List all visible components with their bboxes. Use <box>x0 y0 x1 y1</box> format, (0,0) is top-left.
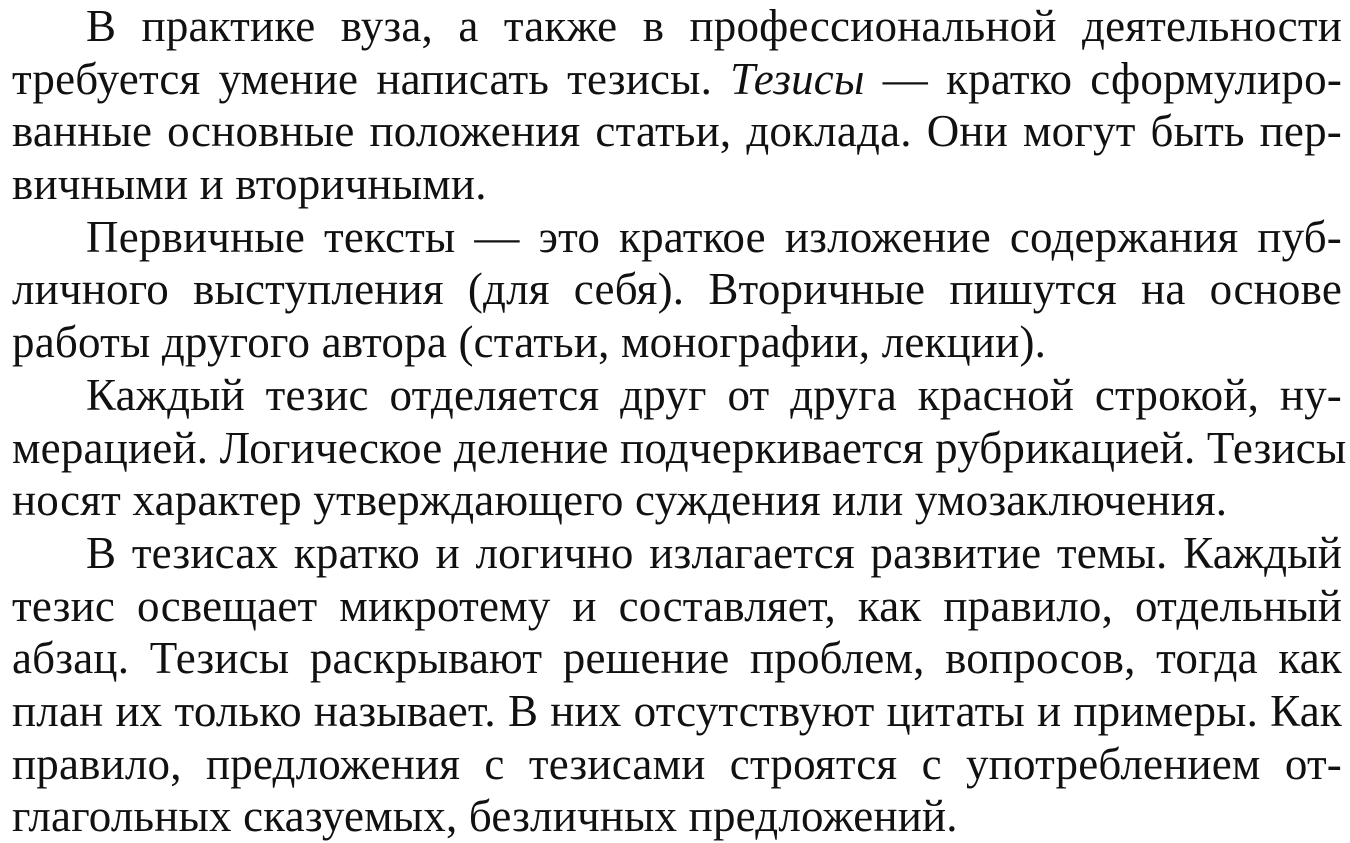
text-line: мерацией. Логическое деление подчеркивается рубрикацией. Тезисы <box>12 422 1347 473</box>
text-line: глагольных сказуемых, безличных предложений. <box>12 791 958 842</box>
text-line: В практике вуза, а также в профессиональной деятельности <box>86 1 1342 51</box>
text-line: абзац. Тезисы раскрывают решение проблем, вопросов, тогда как <box>12 633 1342 684</box>
text-line: ванные основные положения статьи, доклада. Они могут быть пер- <box>12 106 1342 157</box>
emphasized-term: Тезисы <box>730 53 865 104</box>
text-segment: — кратко сформулиро- <box>864 53 1342 104</box>
text-line: вичными и вторичными. <box>12 159 487 210</box>
paragraph-1 <box>12 0 1342 211</box>
text-segment: требуется умение написать тезисы. <box>12 53 731 104</box>
paragraph-3 <box>12 369 1347 527</box>
text-line: тезис освещает микротему и составляет, как правило, отдельный <box>12 580 1342 631</box>
text-line: работы другого автора (статьи, монографии, лекции). <box>12 317 1047 368</box>
text-line: правило, предложения с тезисами строятся с употреблением от- <box>12 738 1342 789</box>
text-line: Первичные тексты — это краткое изложение содержания пуб- <box>86 211 1342 262</box>
paragraph-2 <box>12 211 1342 369</box>
text-line: носят характер утверждающего суждения или умозаключения. <box>12 475 1228 526</box>
text-line: Каждый тезис отделяется друг от друга красной строкой, ну- <box>86 369 1342 420</box>
text-line: план их только называет. В них отсутствуют цитаты и примеры. Как <box>12 685 1342 736</box>
text-line <box>12 53 1342 106</box>
paragraph-4 <box>12 527 1342 843</box>
text-line: личного выступления (для себя). Вторичные пишутся на основе <box>12 264 1342 315</box>
text-line: В тезисах кратко и логично излагается развитие темы. Каждый <box>86 527 1342 578</box>
document-page <box>12 0 1347 842</box>
